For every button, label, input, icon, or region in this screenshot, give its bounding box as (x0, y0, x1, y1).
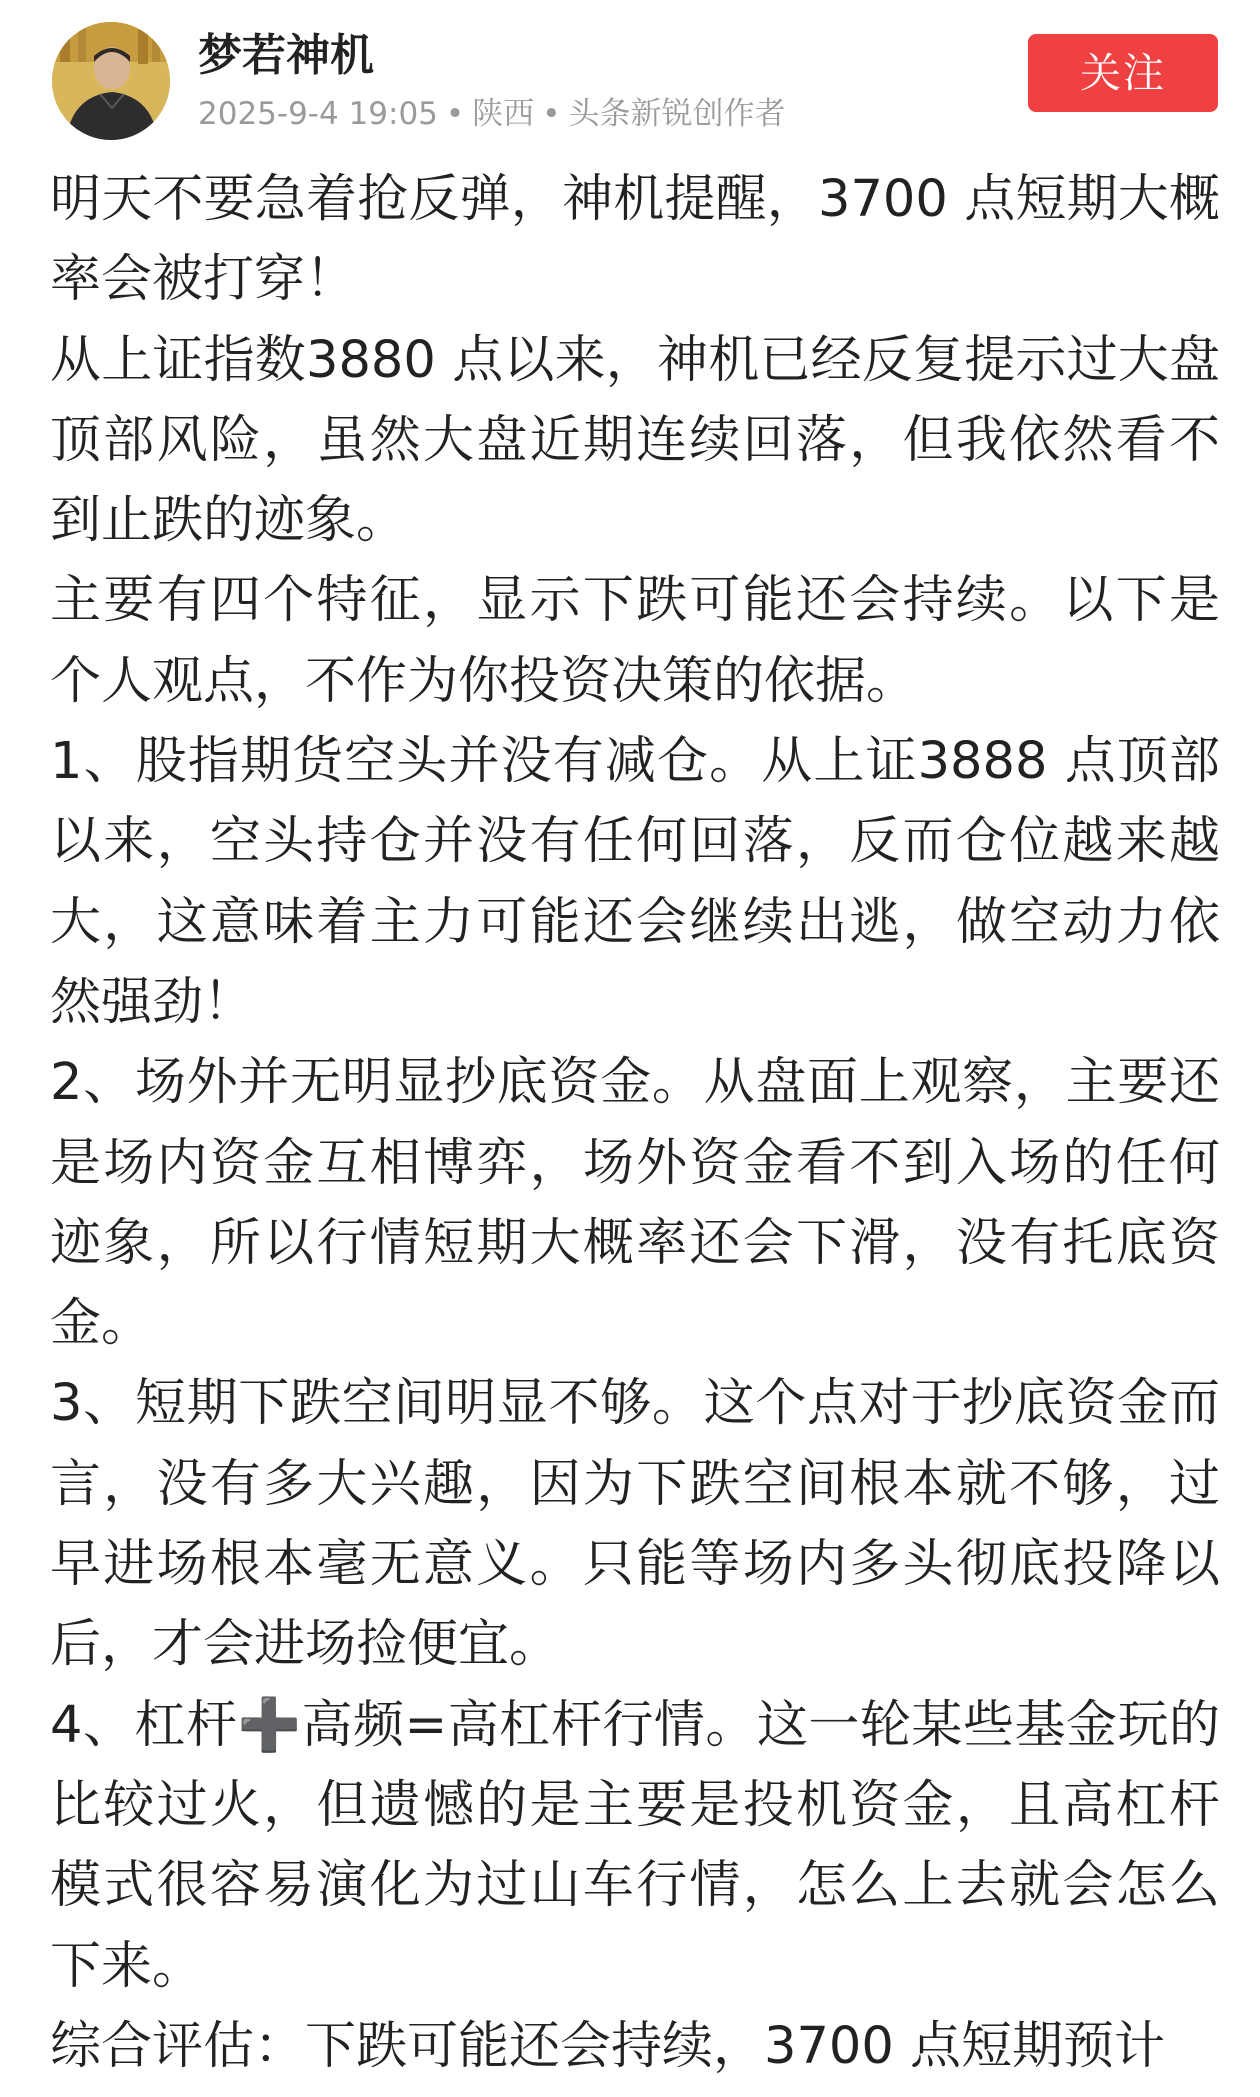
author-name[interactable]: 梦若神机 (198, 30, 374, 81)
paragraph-summary: 综合评估：下跌可能还会持续，3700 点短期预计 (50, 2016, 1166, 2076)
author-avatar[interactable] (52, 22, 170, 140)
post-meta (198, 92, 786, 136)
post-header (0, 0, 1260, 160)
paragraph-intro: 从上证指数3880 点以来，神机已经反复提示过大盘顶部风险，虽然大盘近期连续回落，但我依然看不到止跌的迹象。 (50, 330, 1220, 551)
avatar-photo (52, 22, 170, 140)
post-date: 2025-9-4 19:05 (198, 96, 438, 132)
paragraph-point-1: 1、股指期货空头并没有减仓。从上证3888 点顶部以来，空头持仓并没有任何回落，反而仓位越来越大，这意味着主力可能还会继续出逃，做空动力依然强劲！ (50, 732, 1220, 1032)
paragraph-features-intro: 主要有四个特征，显示下跌可能还会持续。以下是个人观点，不作为你投资决策的依据。 (50, 571, 1220, 711)
article-body (50, 160, 1220, 2087)
paragraph-point-4: 4、杠杆➕高频=高杠杆行情。这一轮某些基金玩的比较过火，但遗憾的是主要是投机资金，且高杠杆模式很容易演化为过山车行情，怎么上去就会怎么下来。 (50, 1695, 1220, 1996)
paragraph-point-2: 2、场外并无明显抄底资金。从盘面上观察，主要还是场内资金互相博弈，场外资金看不到入场的任何迹象，所以行情短期大概率还会下滑，没有托底资金。 (50, 1053, 1220, 1354)
author-badge: 头条新锐创作者 (568, 96, 786, 132)
meta-separator: • (542, 96, 561, 132)
paragraph-headline: 明天不要急着抢反弹，神机提醒，3700 点短期大概率会被打穿！ (50, 170, 1220, 310)
meta-separator: • (445, 96, 465, 132)
post-location: 陕西 (472, 96, 535, 132)
paragraph-point-3: 3、短期下跌空间明显不够。这个点对于抄底资金而言，没有多大兴趣，因为下跌空间根本就不够，过早进场根本毫无意义。只能等场内多头彻底投降以后，才会进场捡便宜。 (50, 1374, 1220, 1675)
follow-button[interactable]: 关注 (1028, 34, 1218, 112)
